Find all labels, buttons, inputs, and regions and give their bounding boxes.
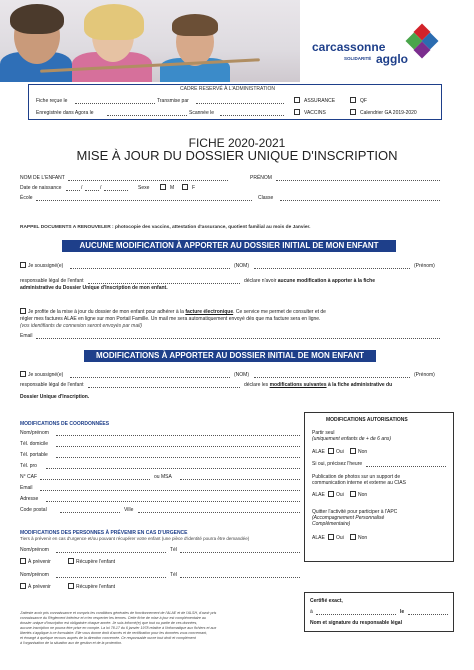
- s2-prenom-label: (Prénom): [414, 372, 435, 378]
- coords-ville: Ville: [124, 507, 134, 513]
- certifie-label: Certifié exact,: [310, 598, 343, 604]
- admin-transmise-par: Transmise par: [157, 98, 189, 104]
- admin-enregistree: Enregistrée dans Agora le: [36, 110, 94, 116]
- publication-label-2: communication interne et externe au CIAS: [312, 480, 406, 486]
- s2-declare-line2: Dossier Unique d'Inscription.: [20, 394, 90, 400]
- urgence-header: MODIFICATIONS DES PERSONNES À PRÉVENIR EN CAS D'URGENCE: [20, 530, 188, 536]
- s1-responsable-label: responsable légal de l'enfant: [20, 278, 84, 284]
- s1-soussigne-label: Je soussigné(e): [28, 263, 64, 269]
- child-prenom-label: PRÉNOM: [250, 175, 272, 181]
- partir-seul-sub: (uniquement enfants de + de 6 ans): [312, 436, 392, 442]
- admin-header: CADRE RESERVÉ À L'ADMINISTRATION: [180, 86, 275, 92]
- footer-line: J'atteste avoir pris connaissance et compris les conditions générales de fonctionnement de l'ALAE et de l'ALSH, d'avoir pris: [20, 611, 217, 615]
- section-modifications-band: MODIFICATIONS À APPORTER AU DOSSIER INITIAL DE MON ENFANT: [84, 350, 376, 362]
- facture-text: Je profite de la mise à jour du dossier de mon enfant pour adhérer à la facture électronique. Ce service me permet de consulter et de: [28, 309, 326, 315]
- assurance-checkbox[interactable]: [294, 97, 300, 103]
- footer-line: libertés s'applique à ce formulaire. Elle vous donne droit d'accès et de rectification pour les données vous concernant,: [20, 631, 208, 635]
- signature-label: Nom et signature du responsable légal: [310, 620, 402, 626]
- coords-ncaf: N° CAF: [20, 474, 37, 480]
- sexe-f-label: F: [192, 185, 196, 191]
- brand-name: carcassonne: [312, 40, 386, 54]
- urgence-recuperer-label-2: Récupère l'enfant: [76, 584, 116, 590]
- facture-text-line2: régler mes factures ALAE en ligne sur mon Portail Famille. Un mail me sera automatiquement envoyé dès que ma facture sera en ligne.: [20, 316, 321, 322]
- publication-alae-label: ALAE: [312, 492, 325, 498]
- publication-non-label: Non: [358, 492, 368, 498]
- quitter-alae-label: ALAE: [312, 535, 325, 541]
- header-photo: [0, 0, 300, 82]
- footer-line: dossier unique d'inscription est obligatoire chaque année. Je suis informé(e) que tout ou partie de ces données,: [20, 621, 198, 625]
- coords-tel-portable: Tél. portable: [20, 452, 48, 458]
- s1-email-label: Email: [20, 333, 33, 339]
- coords-msa: ou MSA: [154, 474, 172, 480]
- quitter-oui-label: Oui: [336, 535, 344, 541]
- s2-nom-label: (NOM): [234, 372, 249, 378]
- urgence-tel-1: Tél: [170, 547, 177, 553]
- vaccins-checkbox[interactable]: [294, 109, 300, 115]
- child-nom-label: NOM DE L'ENFANT: [20, 175, 65, 181]
- coords-email: Email: [20, 485, 33, 491]
- certifie-le-label: le: [400, 609, 405, 615]
- qf-checkbox[interactable]: [350, 97, 356, 103]
- quitter-non-checkbox[interactable]: [350, 534, 356, 540]
- sexe-f-checkbox[interactable]: [182, 184, 188, 190]
- sexe-m-label: M: [170, 185, 175, 191]
- calendrier-checkbox[interactable]: [350, 109, 356, 115]
- child-ecole-label: École: [20, 195, 33, 201]
- urgence-prevenir-checkbox-2[interactable]: [20, 583, 26, 589]
- si-oui-label: Si oui, précisez l'heure: [312, 461, 363, 467]
- partir-oui-checkbox[interactable]: [328, 448, 334, 454]
- partir-non-checkbox[interactable]: [350, 448, 356, 454]
- brand-logo: [312, 26, 448, 76]
- urgence-nom-prenom-1: Nom/prénom: [20, 547, 49, 553]
- page-subtitle: MISE À JOUR DU DOSSIER UNIQUE D'INSCRIPTION: [76, 148, 398, 163]
- publication-oui-checkbox[interactable]: [328, 491, 334, 497]
- urgence-recuperer-checkbox-1[interactable]: [68, 558, 74, 564]
- assurance-label: ASSURANCE: [304, 98, 336, 104]
- urgence-recuperer-label-1: Récupère l'enfant: [76, 559, 116, 565]
- child-classe-label: Classe: [258, 195, 274, 201]
- quitter-sub2: Complémentaire): [312, 521, 351, 527]
- urgence-nom-prenom-2: Nom/prénom: [20, 572, 49, 578]
- coords-header: MODIFICATIONS DE COORDONNÉES: [20, 421, 110, 427]
- s2-declare-label: déclare les modifications suivantes à la fiche administrative du: [244, 382, 393, 388]
- facture-text-line3: (vos identifiants de connexion seront envoyés par mail): [20, 323, 143, 329]
- partir-oui-label: Oui: [336, 449, 344, 455]
- urgence-prevenir-checkbox-1[interactable]: [20, 558, 26, 564]
- page-title: FICHE 2020-2021: [188, 136, 286, 150]
- qf-label: QF: [360, 98, 367, 104]
- quitter-sub: (Accompagnement Personnalisé: [312, 515, 385, 521]
- autorisations-header: MODIFICATIONS AUTORISATIONS: [326, 417, 408, 423]
- child-birthdate-label: Date de naissance: [20, 185, 62, 191]
- footer-line: et émargé à quelque recours auprès de la direction concernée. Ce responsable ouvre tout droit et complément: [20, 636, 196, 640]
- section-no-modification-band: AUCUNE MODIFICATION À APPORTER AU DOSSIER INITIAL DE MON ENFANT: [62, 240, 396, 252]
- calendrier-label: Calendrier GA 2019-2020: [360, 110, 417, 116]
- admin-fiche-recue: Fiche reçue le: [36, 98, 68, 104]
- brand-tagline: SOLIDARITÉ: [344, 56, 372, 61]
- urgence-prevenir-label-1: À prévenir: [28, 559, 51, 565]
- footer-text: [20, 611, 302, 646]
- facture-electronique-checkbox[interactable]: [20, 308, 26, 314]
- partir-seul-label: Partir seul: [312, 430, 335, 436]
- s2-responsable-label: responsable légal de l'enfant: [20, 382, 84, 388]
- quitter-label: Quitter l'activité pour participer à l'APC: [312, 509, 398, 515]
- sexe-m-checkbox[interactable]: [160, 184, 166, 190]
- s1-nom-label: (NOM): [234, 263, 249, 269]
- publication-non-checkbox[interactable]: [350, 491, 356, 497]
- footer-line: connaissance du Règlement Intérieur et m'en respecter les termes. Cette fiche de mise à jour est complémentaire au: [20, 616, 206, 620]
- s1-prenom-label: (Prénom): [414, 263, 435, 269]
- s2-soussigne-checkbox[interactable]: [20, 371, 26, 377]
- coords-tel-pro: Tél. pro: [20, 463, 37, 469]
- vaccins-label: VACCINS: [304, 110, 326, 116]
- coords-adresse: Adresse: [20, 496, 39, 502]
- urgence-prevenir-label-2: À prévenir: [28, 584, 51, 590]
- s1-soussigne-checkbox[interactable]: [20, 262, 26, 268]
- partir-alae-label: ALAE: [312, 449, 325, 455]
- coords-nom-prenom: Nom/prénom: [20, 430, 49, 436]
- urgence-tel-2: Tél: [170, 572, 177, 578]
- partir-non-label: Non: [358, 449, 368, 455]
- publication-oui-label: Oui: [336, 492, 344, 498]
- s1-declare-label: déclare n'avoir aucune modification à apporter à la fiche: [244, 278, 376, 284]
- s1-declare-line2: administrative du Dossier Unique d'Inscription de mon enfant.: [20, 285, 168, 291]
- child-sexe-label: Sexe: [138, 185, 150, 191]
- rappel-text: RAPPEL DOCUMENTS A RENOUVELER : photocopie des vaccins, attestation d'assurance, quotient familial au mois de Janvier.: [20, 225, 311, 230]
- footer-line: à l'organisation de la situation aux de gestion et de la protection.: [20, 641, 123, 645]
- quitter-non-label: Non: [358, 535, 368, 541]
- urgence-recuperer-checkbox-2[interactable]: [68, 583, 74, 589]
- footer-line: aucune inscription ne pourra être prise en compte. La loi 78-17 du 6 janvier 1978 relative à l'informatique aux fichiers et aux: [20, 626, 217, 630]
- coords-tel-domicile: Tél. domicile: [20, 441, 49, 447]
- publication-label: Publication de photos sur un support de: [312, 474, 401, 480]
- certifie-a-label: à: [310, 609, 313, 615]
- admin-scannee: Scannée le: [189, 110, 215, 116]
- brand-name-agglo: agglo: [376, 52, 408, 66]
- coords-code-postal: Code postal: [20, 507, 47, 513]
- urgence-sub: Tiers à prévenir en cas d'urgence et/ou pouvant récupérer votre enfant (une pièce d'identité pourra être demandée): [20, 536, 250, 541]
- s2-soussigne-label: Je soussigné(e): [28, 372, 64, 378]
- quitter-oui-checkbox[interactable]: [328, 534, 334, 540]
